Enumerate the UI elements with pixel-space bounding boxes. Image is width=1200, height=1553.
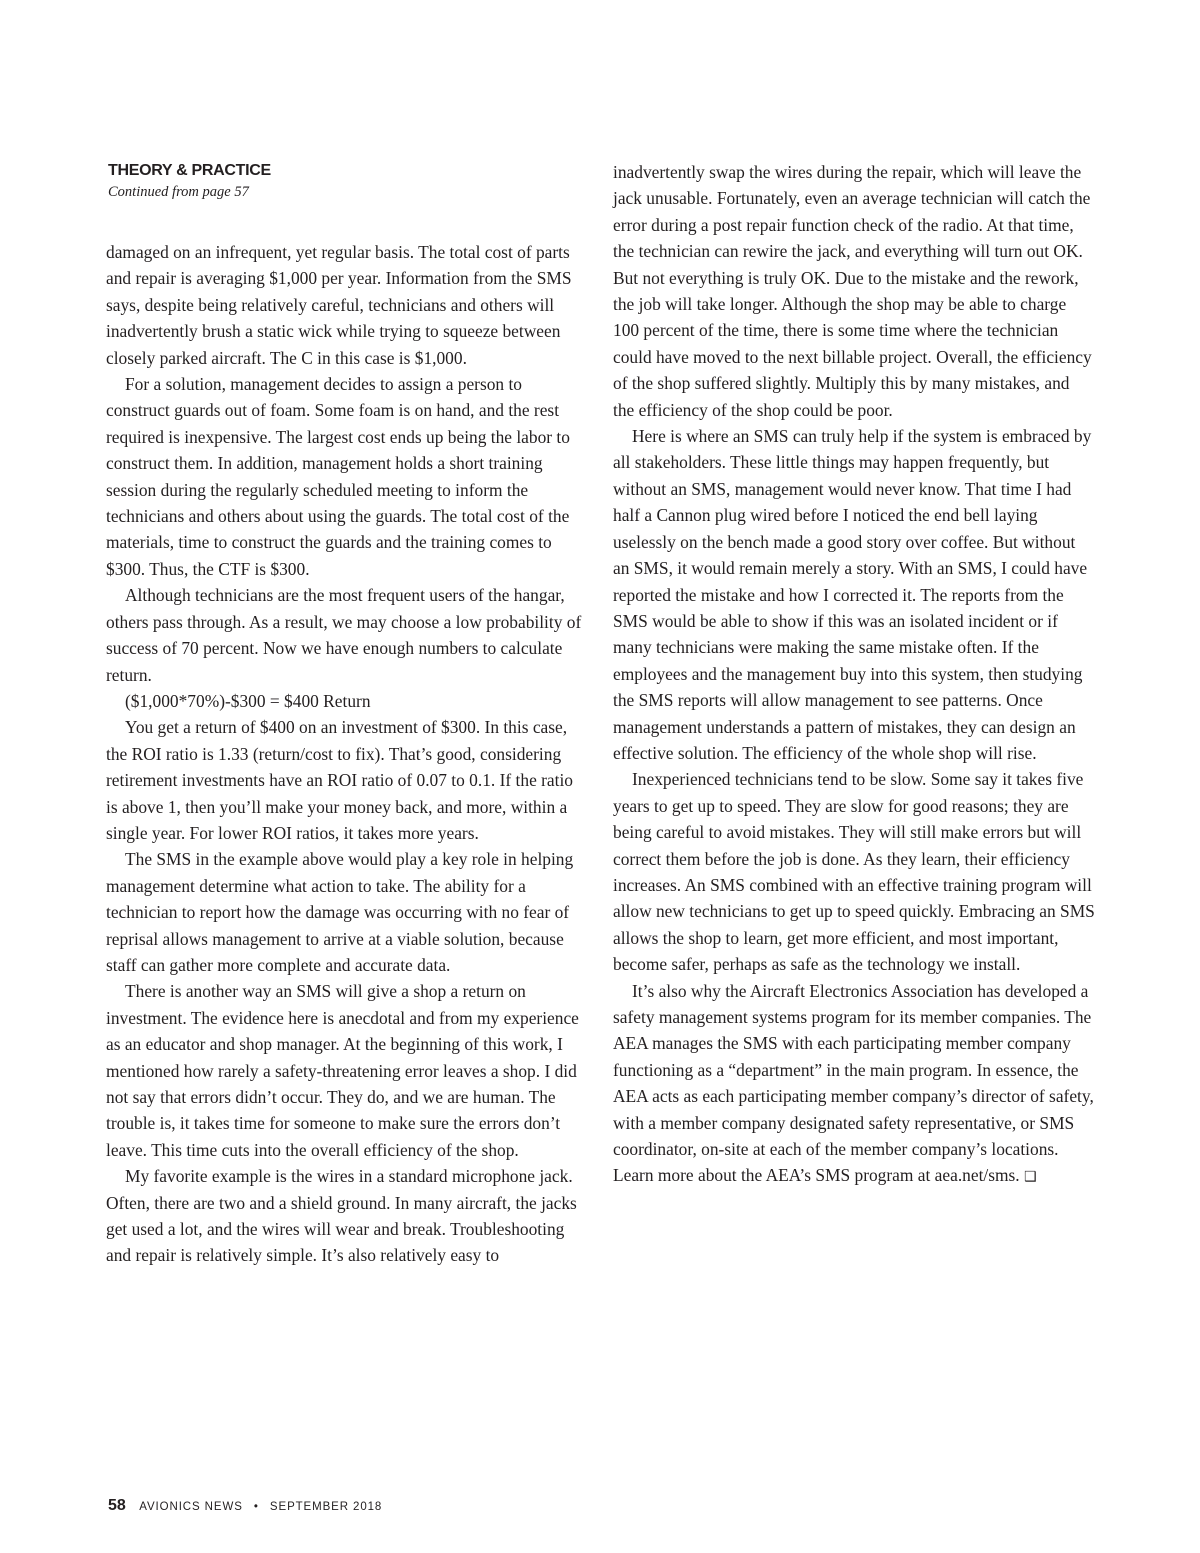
paragraph: damaged on an infrequent, yet regular basis. The total cost of parts and repair is averaging $1,000 per year. Information from the SMS says, despite being relatively careful, technicians and others will inadvertently brush a static wick while trying to squeeze between closely parked aircraft. The C in this case is $1,000. <box>106 242 572 368</box>
end-of-article-icon: ❑ <box>1024 1169 1037 1186</box>
publication-name: AVIONICS NEWS <box>139 1501 243 1513</box>
formula-line: ($1,000*70%)-$300 = $400 Return <box>125 690 371 711</box>
paragraph: Here is where an SMS can truly help if the system is embraced by all stakeholders. These little things may happen frequently, but without an SMS, management would never know. That time I had half a Cannon plug wired before I noticed the end bell laying uselessly on the bench made a good story over coffee. But without an SMS, it would remain merely a story. With an SMS, I could have reported the mistake and how I corrected it. The reports from the SMS would be able to show if this was an isolated incident or if many technicians were making the same mistake often. If the employees and the management buy into this system, then studying the SMS reports will allow management to see patterns. Once management understands a pattern of mistakes, they can design an effective solution. The efficiency of the whole shop will rise. <box>613 426 1092 763</box>
paragraph: There is another way an SMS will give a shop a return on investment. The evidence here is anecdotal and from my experience as an educator and shop manager. At the beginning of this work, I mentioned how rarely a safety-threatening error leaves a shop. I did not say that errors didn’t occur. They do, and we are human. The trouble is, it takes time for someone to make sure the errors don’t leave. This time cuts into the overall efficiency of the shop. <box>106 981 579 1160</box>
paragraph: You get a return of $400 on an investment of $300. In this case, the ROI ratio is 1.33 (return/cost to fix). That’s good, considering retirement investments have an ROI ratio of 0.07 to 0.1. If the ratio is above 1, then you’ll make your money back, and more, within a single year. For lower ROI ratios, it takes more years. <box>106 717 573 843</box>
paragraph: The SMS in the example above would play a key role in helping management determine what action to take. The ability for a technician to report how the damage was occurring with no fear of reprisal allows management to arrive at a viable solution, because staff can gather more complete and accurate data. <box>106 849 574 975</box>
paragraph: My favorite example is the wires in a standard microphone jack. Often, there are two and a shield ground. In many aircraft, the jacks get used a lot, and the wires will wear and break. Troubleshooting and repair is relatively simple. It’s also relatively easy to <box>106 1166 577 1266</box>
left-column <box>106 239 588 1269</box>
page-number: 58 <box>108 1497 126 1514</box>
page-footer <box>108 1497 382 1515</box>
paragraph: Inexperienced technicians tend to be slow. Some say it takes five years to get up to speed. They are slow for good reasons; they are being careful to avoid mistakes. They will still make errors but will correct them before the job is done. As they learn, their efficiency increases. An SMS combined with an effective training program will allow new technicians to get up to speed quickly. Embracing an SMS allows the shop to learn, get more efficient, and most important, become safer, perhaps as safe as the technology we install. <box>613 769 1095 975</box>
final-paragraph-text: It’s also why the Aircraft Electronics Association has developed a safety management systems program for its member companies. The AEA manages the SMS with each participating member company functioning as a “department” in the main program. In essence, the AEA acts as each participating member company’s director of safety, with a member company designated safety representative, or SMS coordinator, on-site at each of the member company’s locations. Learn more about the AEA’s SMS program at aea.net/sms. <box>613 980 1094 1186</box>
paragraph-final <box>613 978 1095 1191</box>
paragraph: For a solution, management decides to assign a person to construct guards out of foam. Some foam is on hand, and the rest required is inexpensive. The largest cost ends up being the labor to construct them. In addition, management holds a short training session during the regularly scheduled meeting to inform the technicians and others about using the guards. The total cost of the materials, time to construct the guards and the training comes to $300. Thus, the CTF is $300. <box>106 374 570 579</box>
paragraph: inadvertently swap the wires during the repair, which will leave the jack unusable. Fortunately, even an average technician will catch the error during a post repair function check of the radio. At that time, the technician can rewire the jack, and everything will turn out OK. But not everything is truly OK. Due to the mistake and the rework, the job will take longer. Although the shop may be able to charge 100 percent of the time, there is some time where the technician could have moved to the next billable project. Overall, the efficiency of the shop suffered slightly. Multiply this by many mistakes, and the efficiency of the shop could be poor. <box>613 162 1092 420</box>
section-kicker: THEORY & PRACTICE <box>108 162 271 179</box>
continued-from-note: Continued from page 57 <box>108 184 249 200</box>
section-header <box>108 160 568 202</box>
right-column <box>613 159 1095 1191</box>
paragraph: Although technicians are the most frequent users of the hangar, others pass through. As a result, we may choose a low probability of success of 70 percent. Now we have enough numbers to calculate return. <box>106 585 582 685</box>
footer-separator: • <box>253 1501 259 1513</box>
issue-date: SEPTEMBER 2018 <box>269 1501 383 1513</box>
